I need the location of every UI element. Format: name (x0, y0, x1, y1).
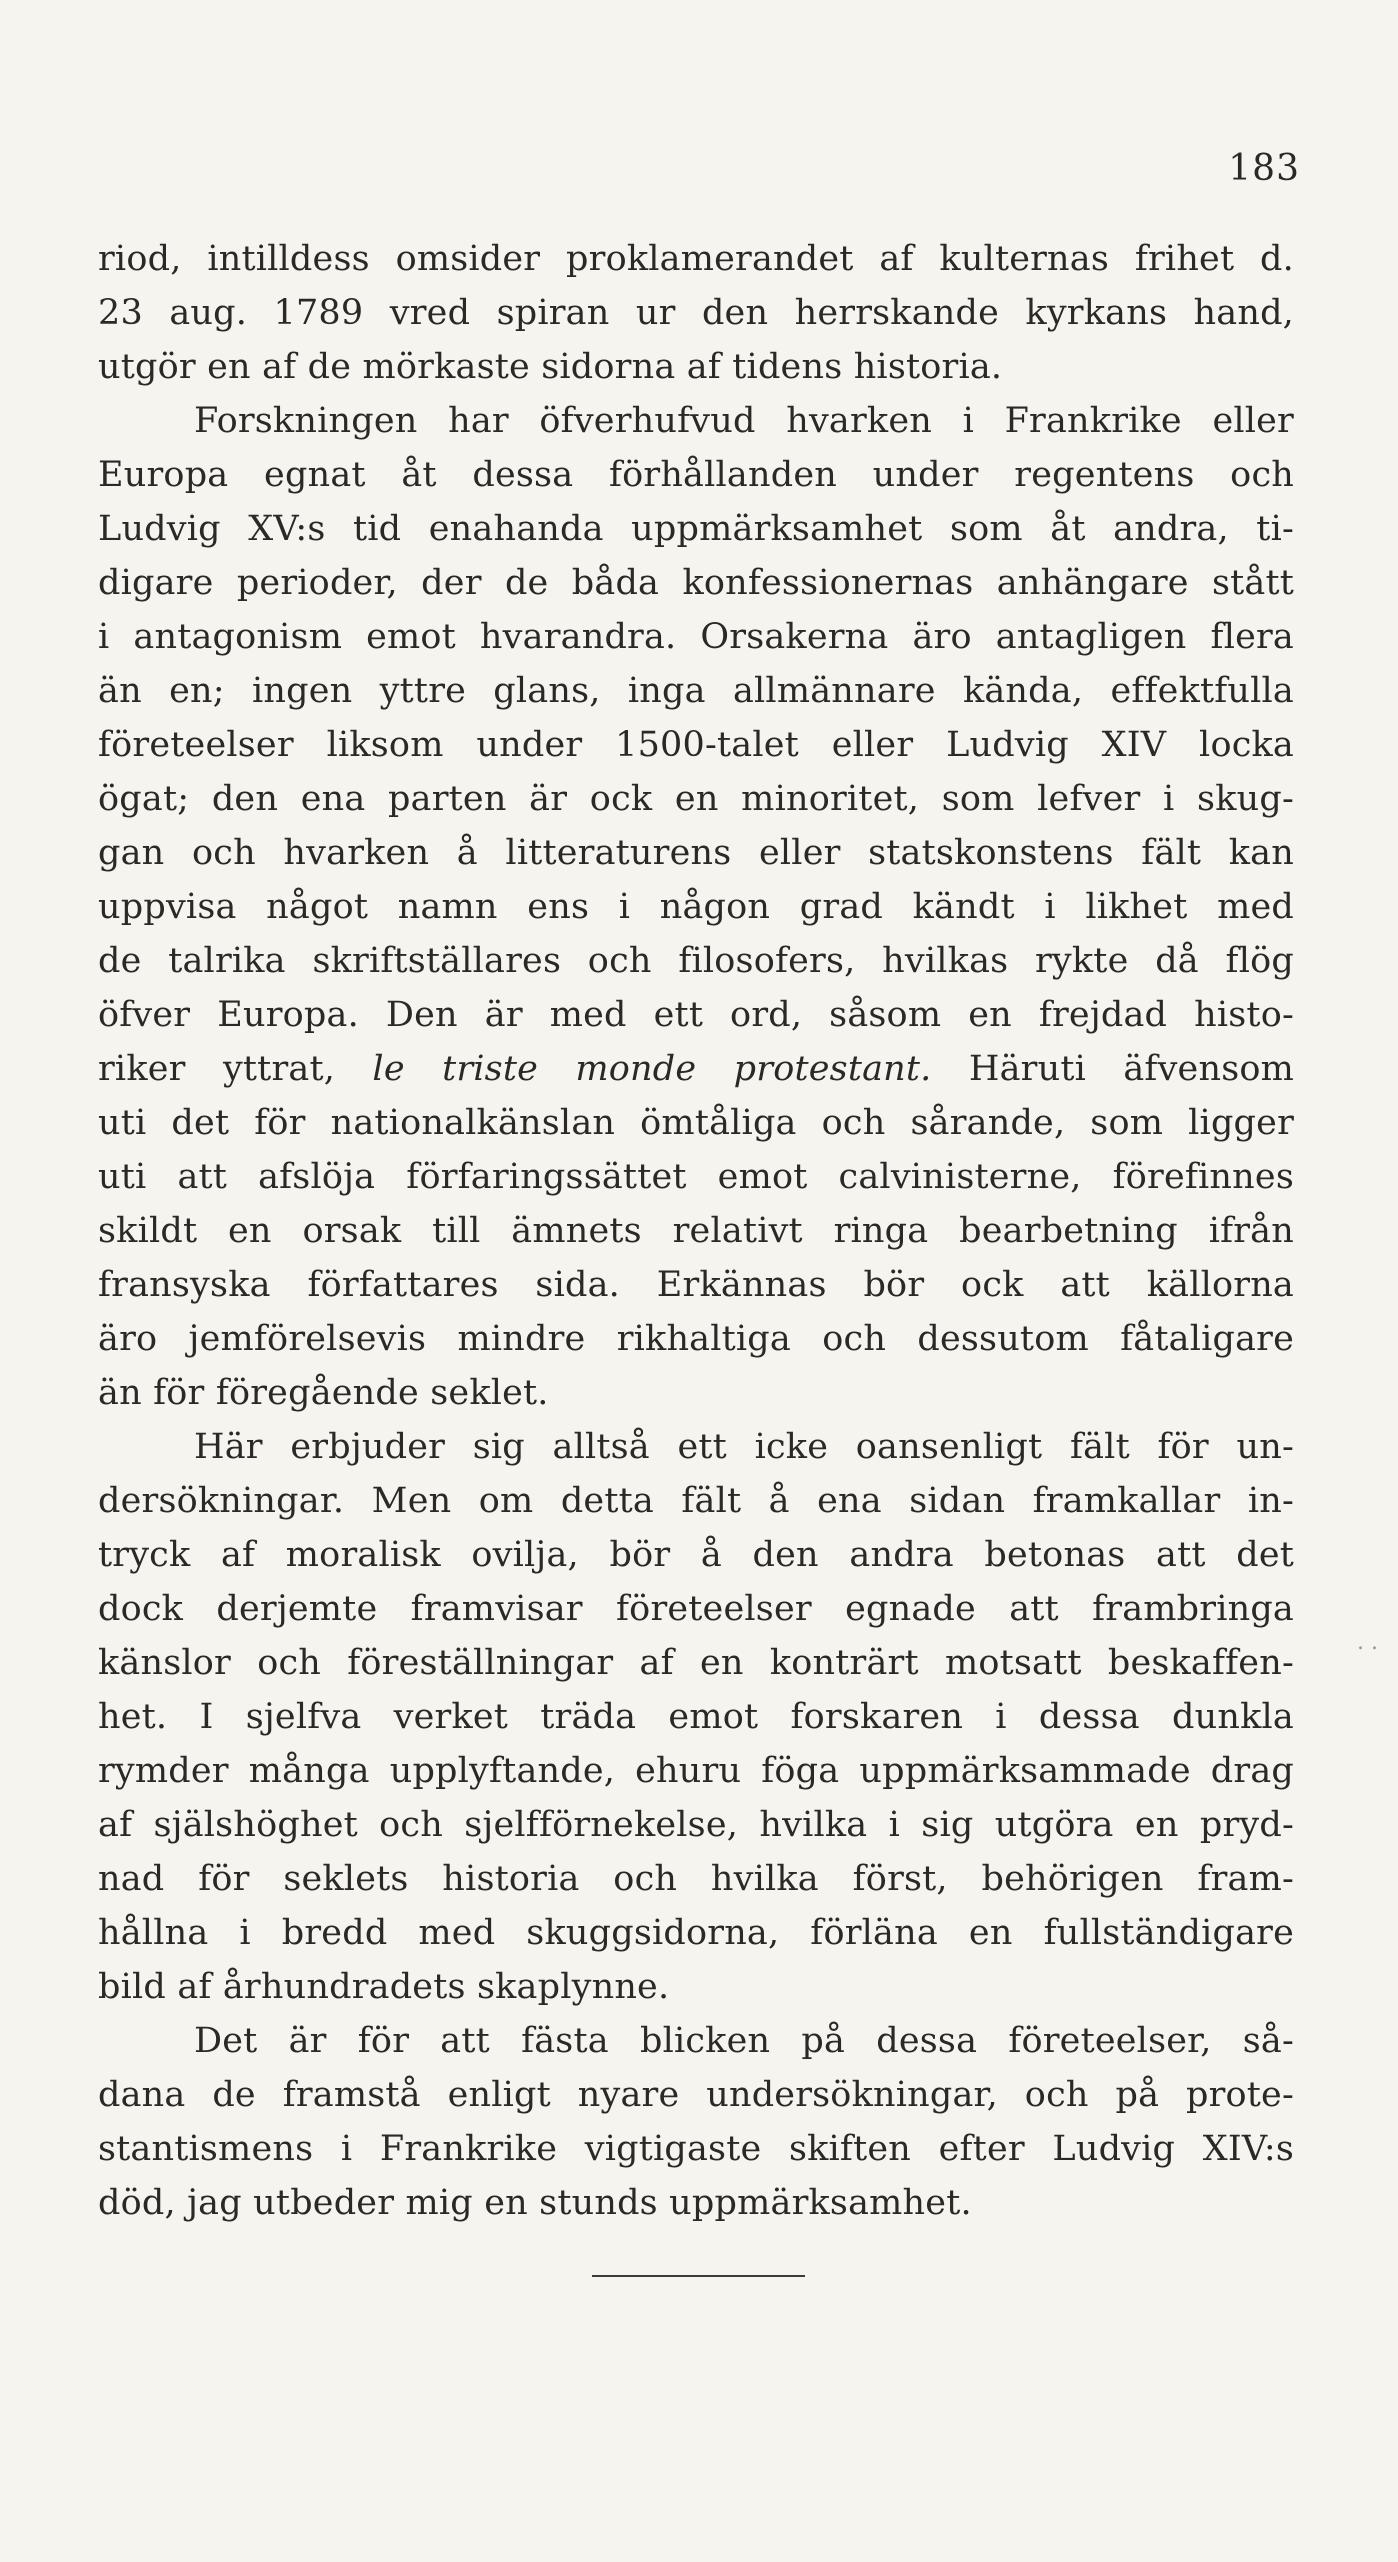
text-line: stantismens i Frankrike vigtigaste skiften efter Ludvig XIV:s (98, 2129, 1294, 2169)
text-line: död, jag utbeder mig en stunds uppmärksamhet. (98, 2183, 972, 2223)
text-line: digare perioder, der de båda konfessionernas anhängare stått (98, 563, 1294, 603)
text-line: än för föregående seklet. (98, 1373, 549, 1413)
text-line: företeelser liksom under 1500-talet eller Ludvig XIV locka (98, 725, 1294, 765)
page-number: 183 (1228, 148, 1300, 189)
text-line: gan och hvarken å litteraturens eller statskonstens fält kan (98, 833, 1294, 873)
text-line: dersökningar. Men om detta fält å ena sidan framkallar in- (98, 1481, 1294, 1521)
text-line: fransyska författares sida. Erkännas bör ock att källorna (98, 1265, 1294, 1305)
body-text (98, 232, 1294, 2230)
text-line: ögat; den ena parten är ock en minoritet, som lefver i skug- (98, 779, 1294, 819)
text-line: 23 aug. 1789 vred spiran ur den herrskande kyrkans hand, (98, 293, 1294, 333)
text-line: riod, intilldess omsider proklamerandet af kulternas frihet d. (98, 239, 1294, 279)
text-line (98, 1042, 1294, 1096)
text-span: Häruti äfvensom (968, 1049, 1295, 1089)
text-line: uppvisa något namn ens i någon grad kändt i likhet med (98, 887, 1294, 927)
text-line: af själshöghet och sjelfförnekelse, hvilka i sig utgöra en pryd- (98, 1805, 1294, 1845)
closing-rule (592, 2275, 805, 2277)
text-line: de talrika skriftställares och filosofers, hvilkas rykte då flög (98, 941, 1294, 981)
text-line: uti att afslöja förfaringssättet emot calvinisterne, förefinnes (98, 1157, 1294, 1197)
italic-quote: le triste monde protestant. (372, 1049, 932, 1089)
text-line: nad för seklets historia och hvilka först, behörigen fram- (98, 1859, 1294, 1899)
text-line: Här erbjuder sig alltså ett icke oansenligt fält för un- (194, 1427, 1294, 1467)
text-line: rymder många upplyftande, ehuru föga uppmärksammade drag (98, 1751, 1294, 1791)
text-line: än en; ingen yttre glans, inga allmännare kända, effektfulla (98, 671, 1294, 711)
text-line: Ludvig XV:s tid enahanda uppmärksamhet som åt andra, ti- (98, 509, 1294, 549)
text-line: bild af århundradets skaplynne. (98, 1967, 670, 2007)
text-line: Europa egnat åt dessa förhållanden under regentens och (98, 455, 1294, 495)
text-line: dana de framstå enligt nyare undersökningar, och på prote- (98, 2075, 1294, 2115)
text-line: dock derjemte framvisar företeelser egnade att frambringa (98, 1589, 1294, 1629)
margin-mark: . . (1357, 1630, 1378, 1655)
text-line: Forskningen har öfverhufvud hvarken i Frankrike eller (194, 401, 1294, 441)
text-span: riker yttrat, (98, 1049, 336, 1089)
text-line: utgör en af de mörkaste sidorna af tidens historia. (98, 347, 1003, 387)
text-line: känslor och föreställningar af en konträrt motsatt beskaffen- (98, 1643, 1294, 1683)
text-line: skildt en orsak till ämnets relativt ringa bearbetning ifrån (98, 1211, 1294, 1251)
text-line: uti det för nationalkänslan ömtåliga och sårande, som ligger (98, 1103, 1294, 1143)
text-line: i antagonism emot hvarandra. Orsakerna äro antagligen flera (98, 617, 1294, 657)
text-line: hållna i bredd med skuggsidorna, förläna en fullständigare (98, 1913, 1294, 1953)
text-line: tryck af moralisk ovilja, bör å den andra betonas att det (98, 1535, 1294, 1575)
text-line: het. I sjelfva verket träda emot forskaren i dessa dunkla (98, 1697, 1294, 1737)
text-line: äro jemförelsevis mindre rikhaltiga och dessutom fåtaligare (98, 1319, 1294, 1359)
text-line: öfver Europa. Den är med ett ord, såsom en frejdad histo- (98, 995, 1294, 1035)
text-line: Det är för att fästa blicken på dessa företeelser, så- (194, 2021, 1294, 2061)
